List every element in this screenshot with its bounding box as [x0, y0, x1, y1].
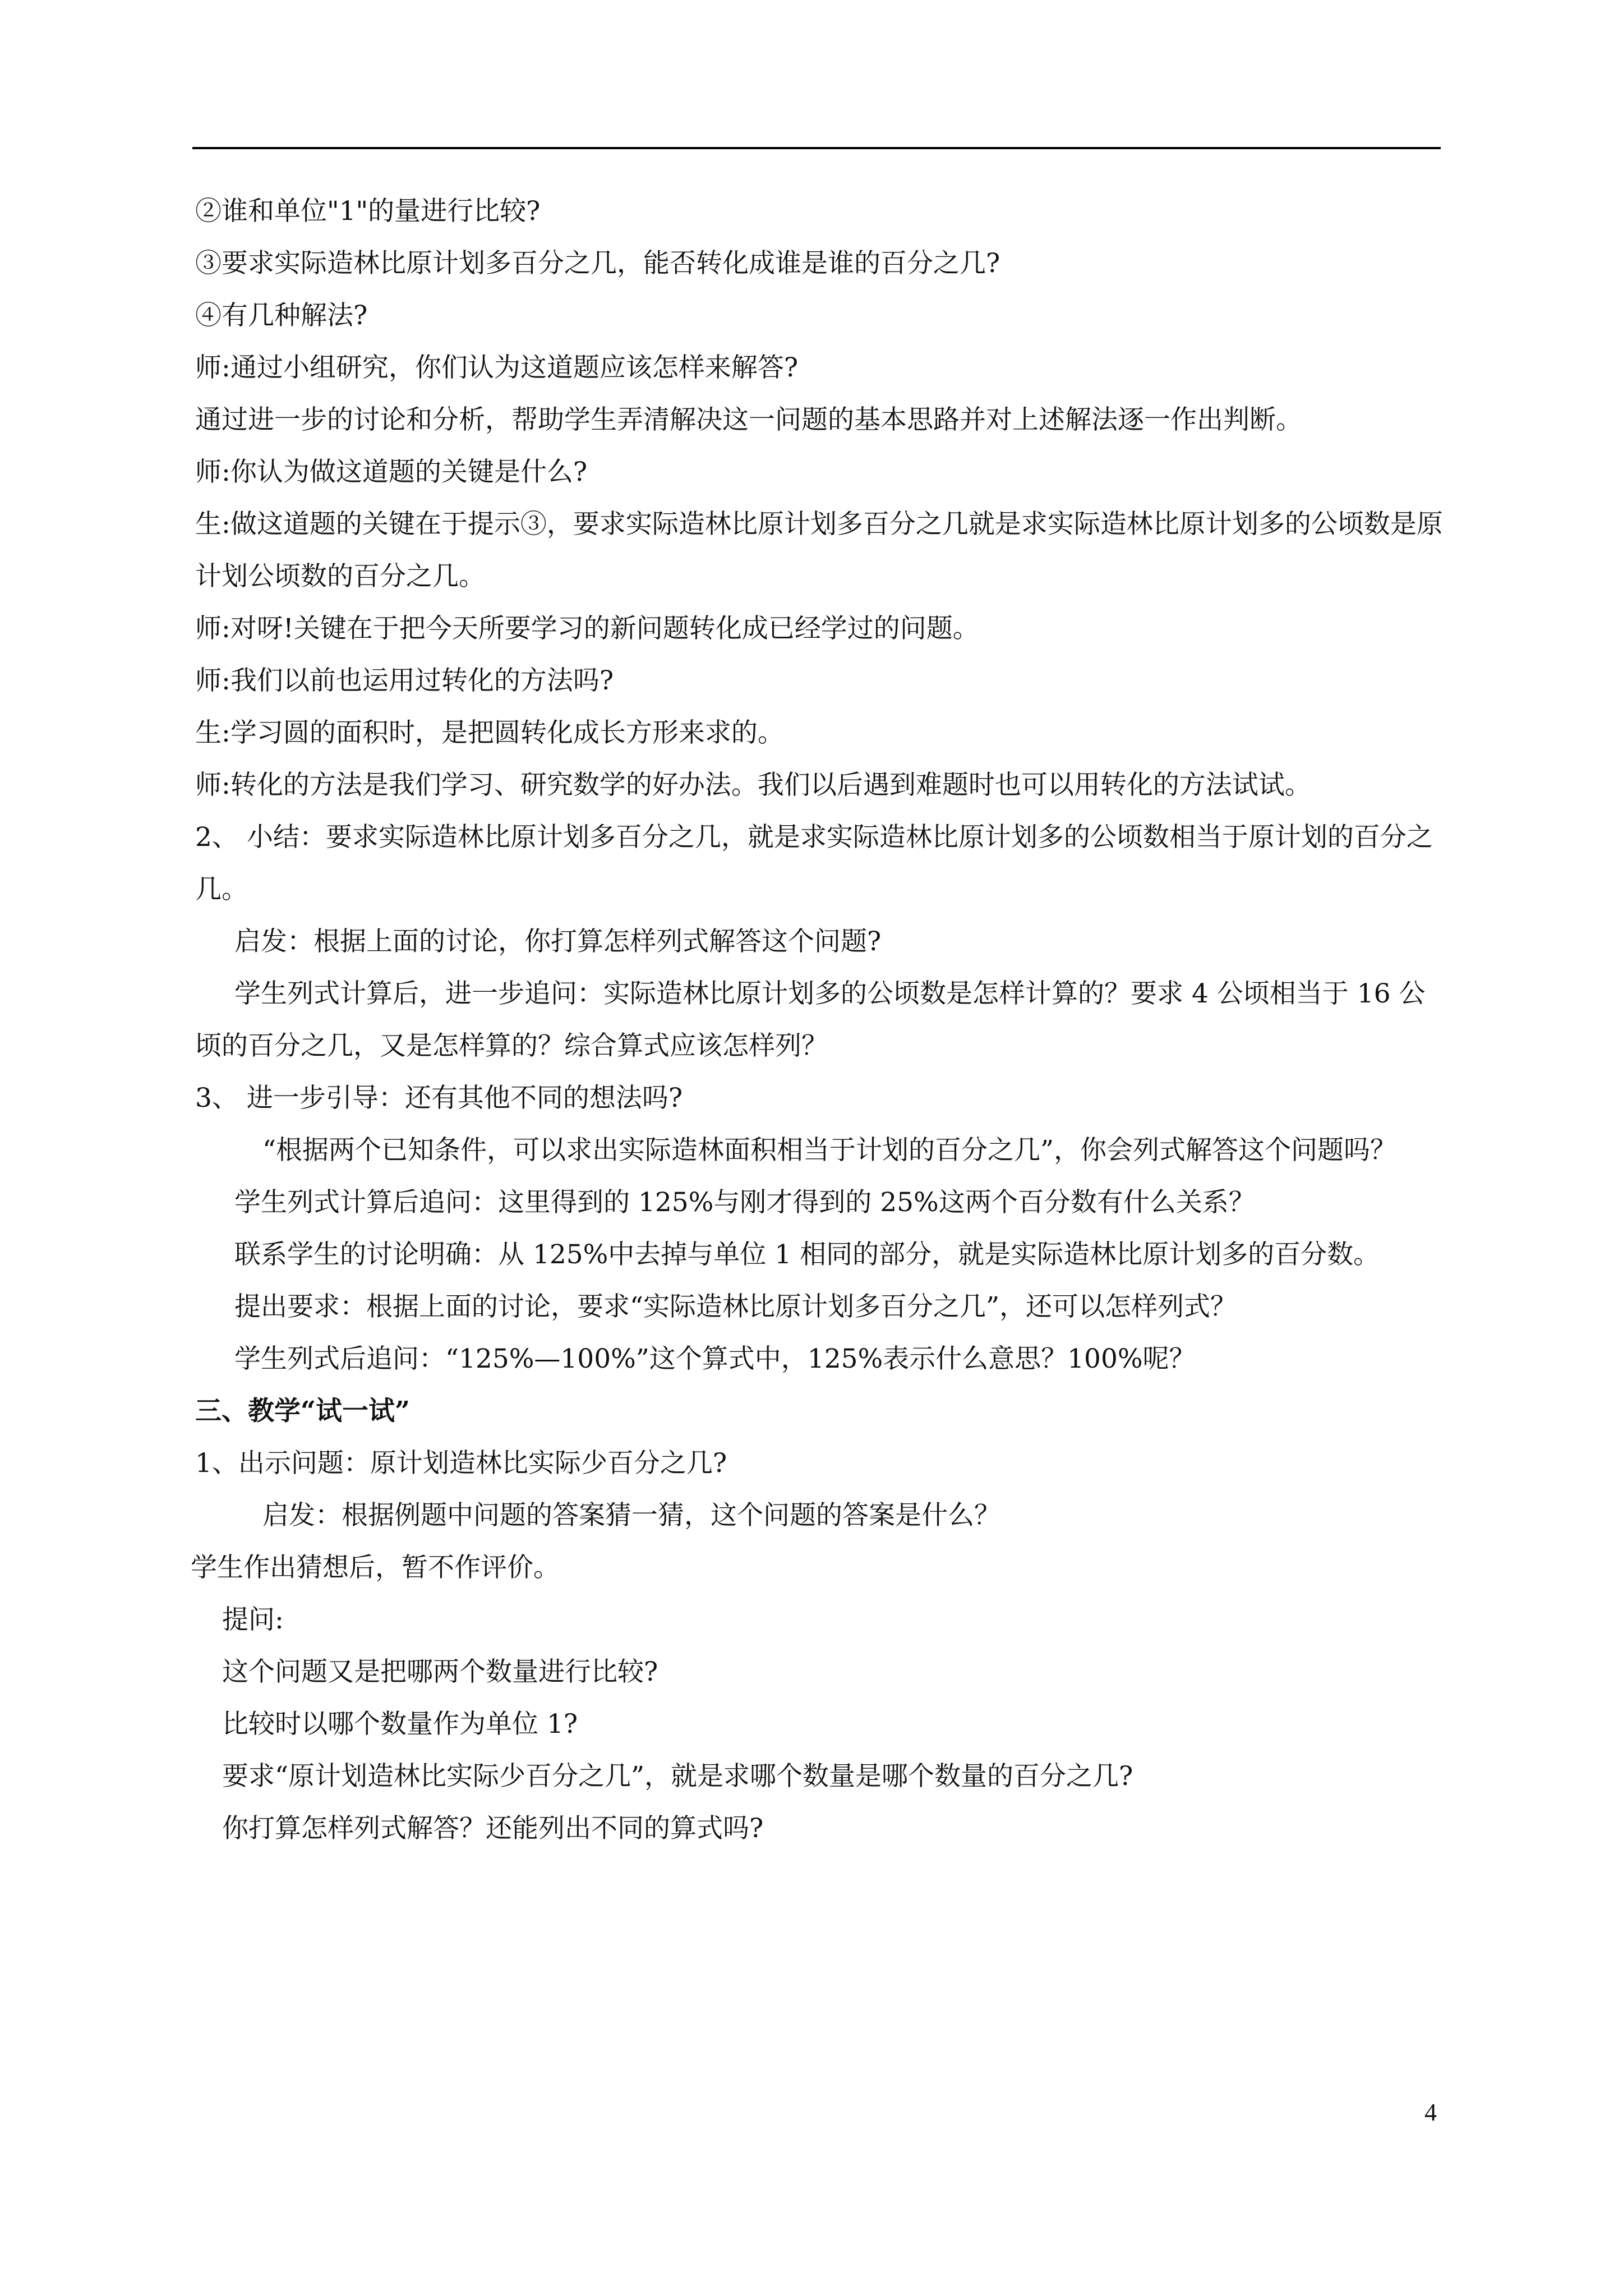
paragraph: ③要求实际造林比原计划多百分之几，能否转化成谁是谁的百分之几? — [195, 248, 1000, 279]
question-item: 比较时以哪个数量作为单位 1? — [222, 1709, 578, 1740]
paragraph: 学生列式后追问：“125%—100%”这个算式中，125%表示什么意思？100%呢？ — [234, 1343, 1196, 1374]
paragraph: 师:我们以前也运用过转化的方法吗? — [195, 665, 614, 696]
paragraph: 通过进一步的讨论和分析，帮助学生弄清解决这一问题的基本思路并对上述解法逐一作出判断。 — [195, 404, 1302, 435]
paragraph: 学生作出猜想后，暂不作评价。 — [191, 1552, 560, 1583]
paragraph: ②谁和单位"1"的量进行比较? — [195, 196, 541, 227]
paragraph: 生:做这道题的关键在于提示③，要求实际造林比原计划多百分之几就是求实际造林比原计划多的公顷数是原计划公顷数的百分之几。 — [195, 509, 1443, 592]
document-body — [191, 185, 1446, 1855]
section-heading: 三、教学“试一试” — [195, 1396, 411, 1427]
paragraph: 提问: — [222, 1604, 284, 1635]
paragraph: ④有几种解法? — [195, 300, 368, 331]
paragraph: 师:你认为做这道题的关键是什么? — [195, 457, 588, 487]
paragraph: 师:通过小组研究，你们认为这道题应该怎样来解答? — [195, 352, 799, 383]
paragraph: 学生列式计算后，进一步追问：实际造林比原计划多的公顷数是怎样计算的？要求 4 公顷相当于 16 公顷的百分之几，又是怎样算的？综合算式应该怎样列？ — [195, 978, 1426, 1061]
page-number: 4 — [1424, 2099, 1437, 2126]
question-item: 要求“原计划造林比实际少百分之几”，就是求哪个数量是哪个数量的百分之几? — [222, 1761, 1133, 1792]
paragraph: 启发：根据例题中问题的答案猜一猜，这个问题的答案是什么？ — [262, 1500, 1000, 1531]
paragraph: 提出要求：根据上面的讨论，要求“实际造林比原计划多百分之几”，还可以怎样列式？ — [234, 1291, 1237, 1322]
paragraph: 3、 进一步引导：还有其他不同的想法吗? — [195, 1083, 683, 1114]
summary-paragraph: 2、 小结：要求实际造林比原计划多百分之几，就是求实际造林比原计划多的公顷数相当于原计划的百分之几。 — [195, 822, 1433, 905]
paragraph: 师:转化的方法是我们学习、研究数学的好办法。我们以后遇到难题时也可以用转化的方法试试。 — [195, 770, 1311, 800]
paragraph: 师:对呀!关键在于把今天所要学习的新问题转化成已经学过的问题。 — [195, 613, 979, 644]
paragraph: 学生列式计算后追问：这里得到的 125%与刚才得到的 25%这两个百分数有什么关系？ — [234, 1187, 1255, 1218]
paragraph: “根据两个已知条件，可以求出实际造林面积相当于计划的百分之几”，你会列式解答这个问题吗？ — [262, 1135, 1397, 1166]
paragraph: 联系学生的讨论明确：从 125%中去掉与单位 1 相同的部分，就是实际造林比原计划多的百分数。 — [234, 1239, 1380, 1270]
paragraph: 1、出示问题：原计划造林比实际少百分之几? — [195, 1448, 727, 1479]
paragraph: 生:学习圆的面积时，是把圆转化成长方形来求的。 — [195, 717, 784, 748]
paragraph: 启发：根据上面的讨论，你打算怎样列式解答这个问题? — [234, 926, 882, 957]
question-item: 你打算怎样列式解答？还能列出不同的算式吗? — [222, 1813, 764, 1844]
header-rule — [192, 147, 1441, 149]
question-item: 这个问题又是把哪两个数量进行比较? — [222, 1657, 658, 1687]
